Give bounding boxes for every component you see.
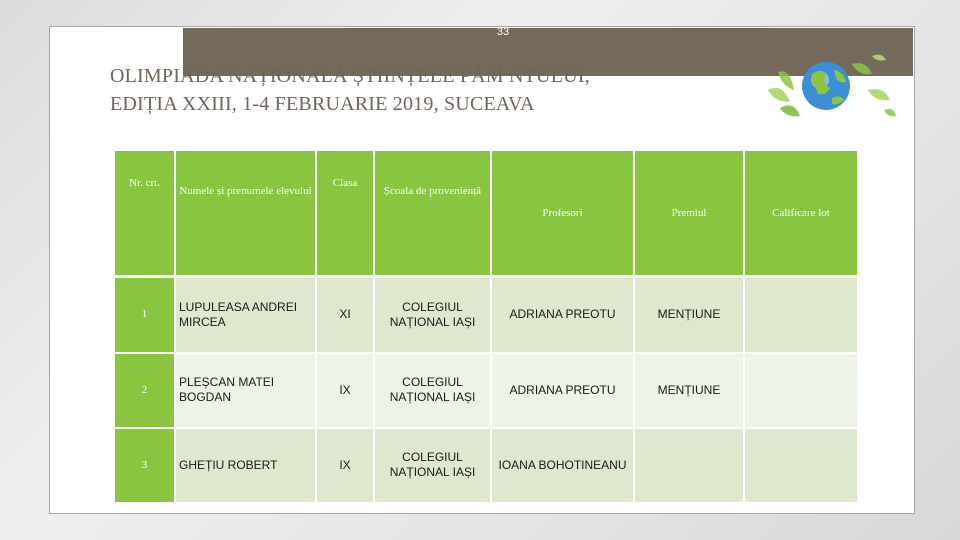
cell-nr: 2 xyxy=(115,353,175,428)
cell-scoala: COLEGIUL NAȚIONAL IAȘI xyxy=(374,353,491,428)
header-scoala: Școala de proveniență xyxy=(374,151,491,277)
cell-name: LUPULEASA ANDREI MIRCEA xyxy=(175,277,316,353)
header-premiul: Premiul xyxy=(634,151,744,277)
cell-clasa: IX xyxy=(316,353,374,428)
cell-scoala: COLEGIUL NAȚIONAL IAȘI xyxy=(374,428,491,503)
cell-clasa: IX xyxy=(316,428,374,503)
table-header-row xyxy=(115,151,858,277)
cell-name: PLEȘCAN MATEI BOGDAN xyxy=(175,353,316,428)
header-profesori: Profesori xyxy=(491,151,634,277)
cell-calificare xyxy=(744,428,858,503)
cell-calificare xyxy=(744,353,858,428)
cell-profesor: ADRIANA PREOTU xyxy=(491,277,634,353)
cell-premiul: MENȚIUNE xyxy=(634,353,744,428)
table-row xyxy=(115,353,858,428)
cell-premiul: MENȚIUNE xyxy=(634,277,744,353)
cell-profesor: IOANA BOHOTINEANU xyxy=(491,428,634,503)
cell-calificare xyxy=(744,277,858,353)
cell-clasa: XI xyxy=(316,277,374,353)
header-name: Numele și prenumele elevului xyxy=(175,151,316,277)
cell-nr: 1 xyxy=(115,277,175,353)
cell-scoala: COLEGIUL NAȚIONAL IAȘI xyxy=(374,277,491,353)
cell-name: GHEȚIU ROBERT xyxy=(175,428,316,503)
results-table xyxy=(115,151,859,504)
slide-title xyxy=(110,62,750,118)
table-row xyxy=(115,428,858,503)
header-clasa: Clasa xyxy=(316,151,374,277)
table-row xyxy=(115,277,858,353)
cell-premiul xyxy=(634,428,744,503)
title-line-1: OLIMPIADA NAȚIONALĂ ȘTIINȚELE PĂM NTULUI, xyxy=(110,65,590,87)
cell-profesor: ADRIANA PREOTU xyxy=(491,353,634,428)
title-line-2: EDIȚIA XXIII, 1-4 FEBRUARIE 2019, SUCEAVA xyxy=(110,93,535,115)
cell-nr: 3 xyxy=(115,428,175,503)
slide-number: 33 xyxy=(496,26,510,38)
globe-with-leaves-icon xyxy=(760,50,900,122)
header-calificare: Calificare lot xyxy=(744,151,858,277)
header-nr: Nr. crt. xyxy=(115,151,175,277)
